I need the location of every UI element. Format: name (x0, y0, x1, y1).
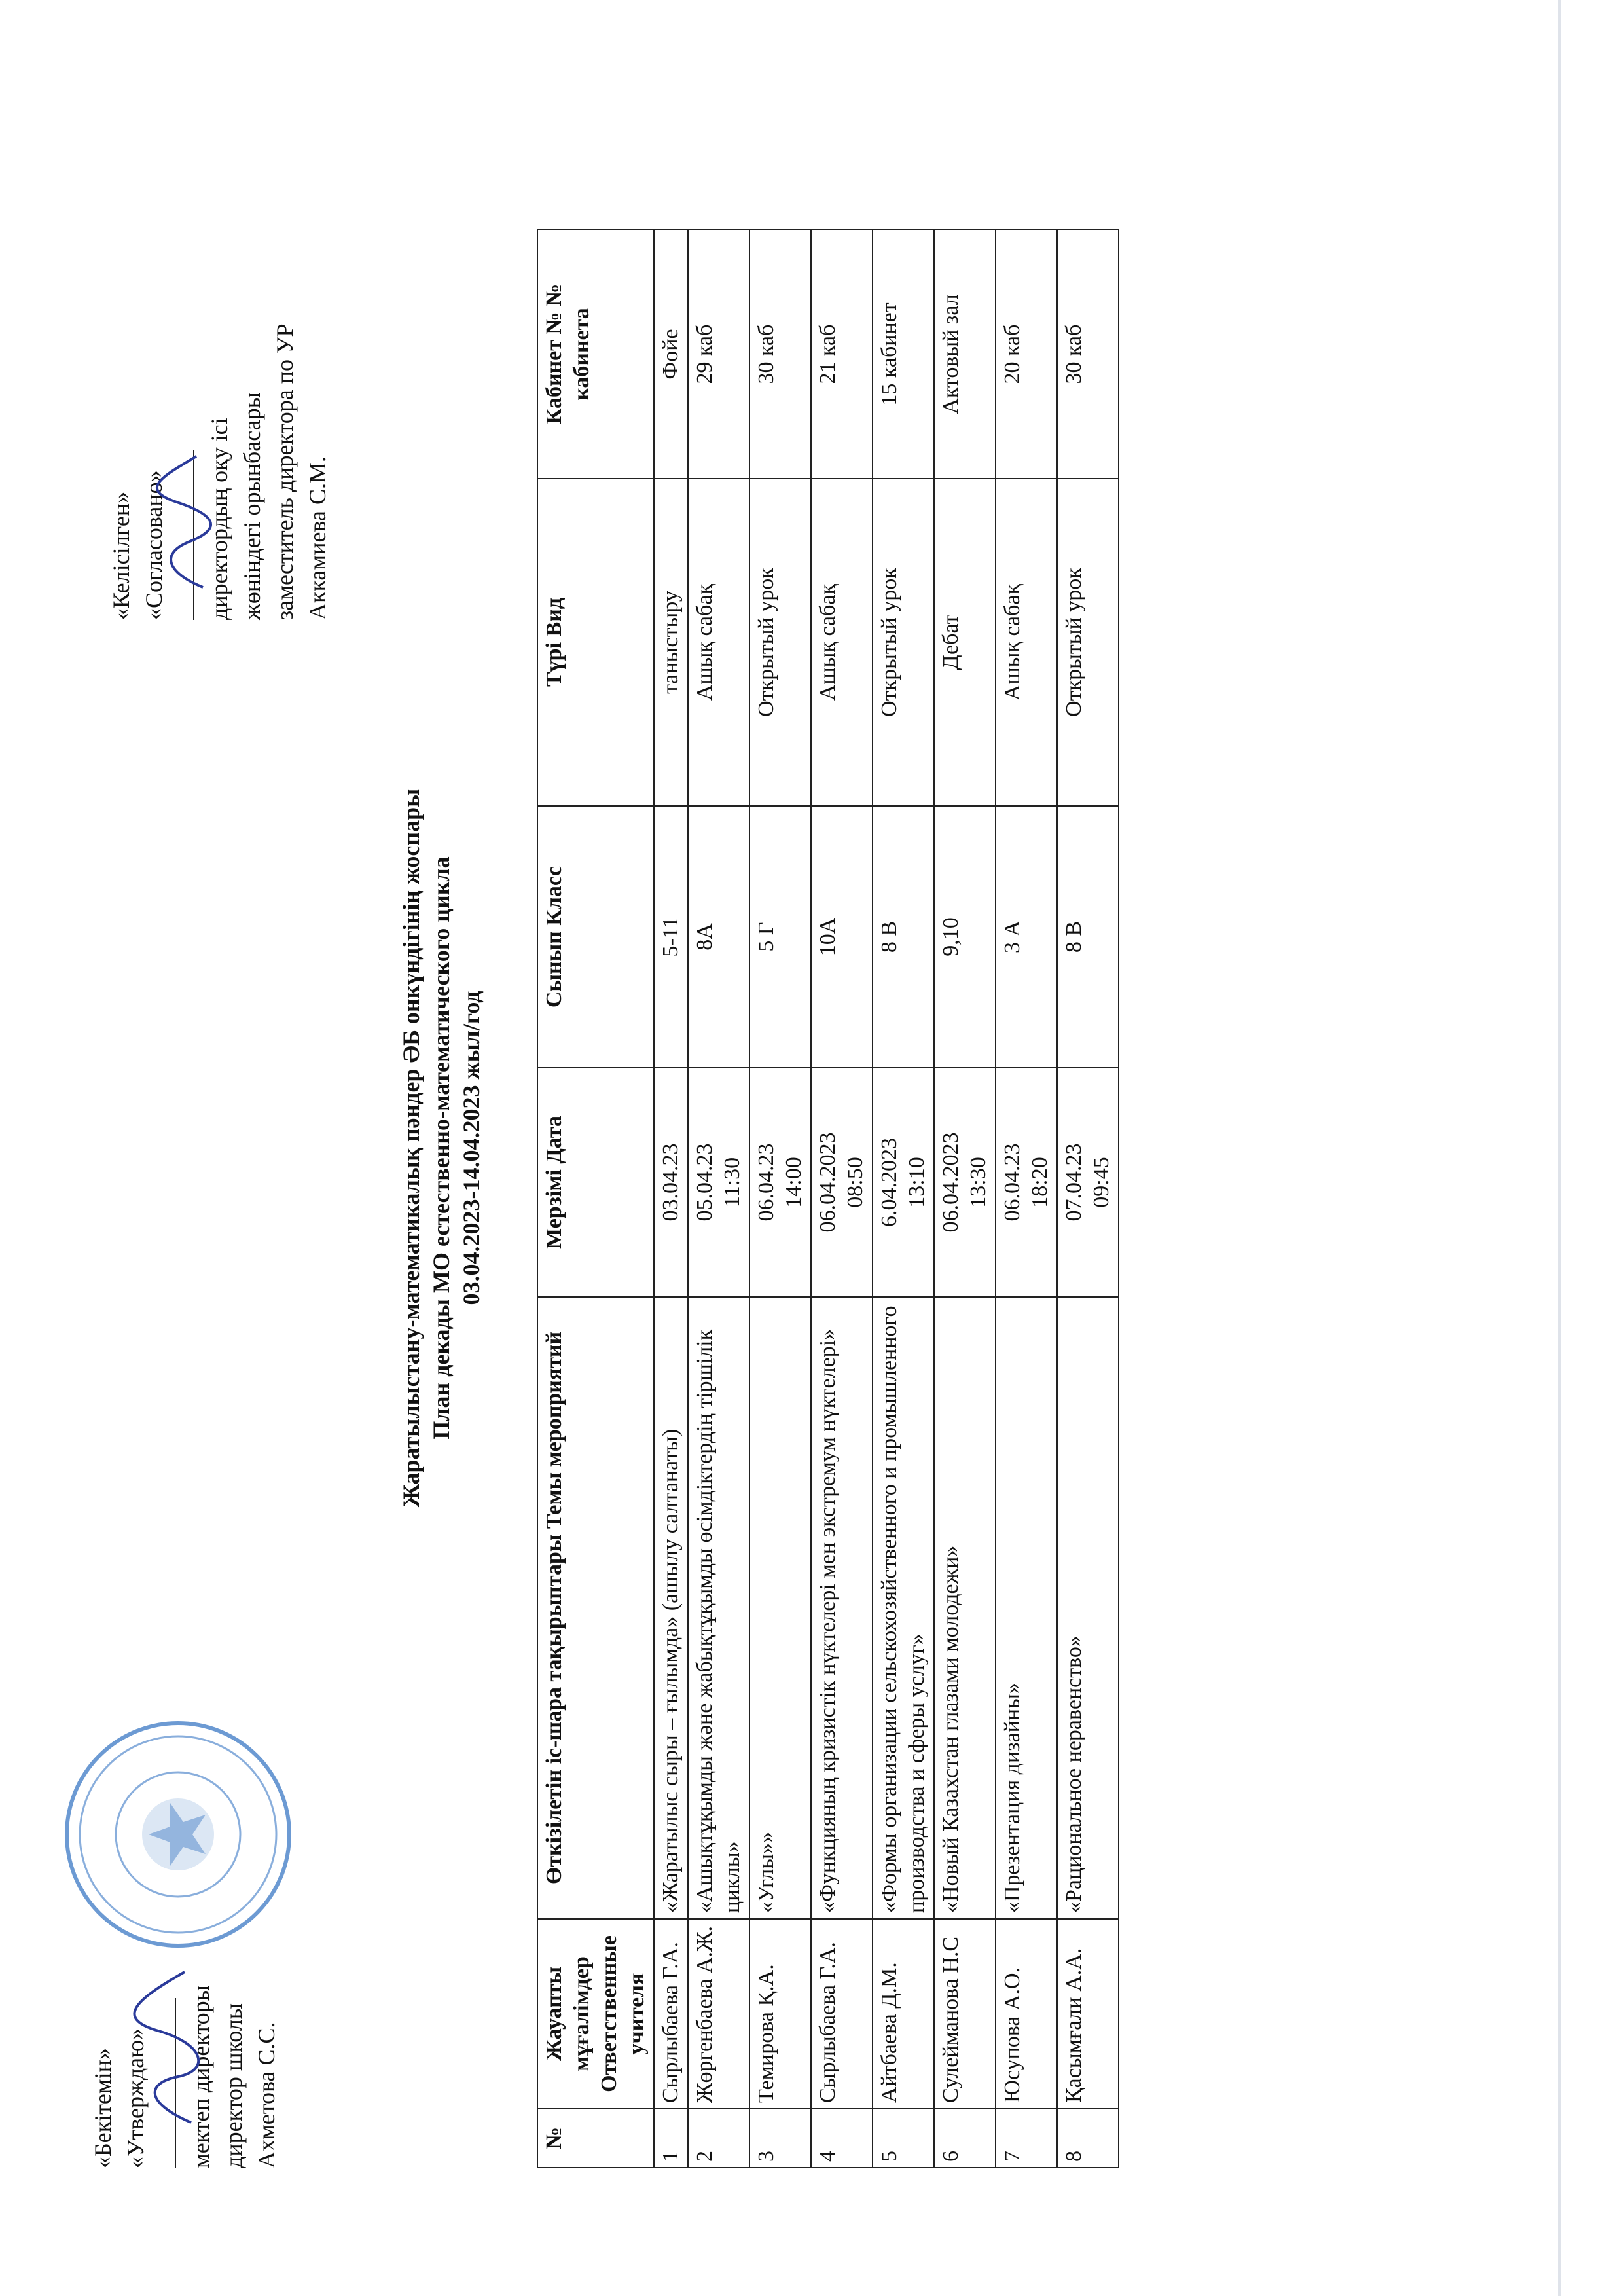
cell-topic: «Рациональное неравенство» (1057, 1297, 1119, 1919)
approval-right-line4: жөніндегі орынбасары (239, 392, 265, 620)
director-signature (132, 1959, 211, 2129)
table-header-row (537, 230, 654, 2168)
cell-room: 29 каб (688, 230, 749, 479)
cell-date: 6.04.2023 13:10 (873, 1068, 934, 1297)
approval-right-line5: заместитель директора по УР (272, 323, 298, 620)
approval-block-right (105, 323, 334, 620)
cell-class: 5-11 (654, 806, 688, 1068)
cell-topic: «Формы организации сельскохозяйственного и промышленного производства и сферы услуг» (873, 1297, 934, 1919)
cell-type: Дебат (934, 479, 996, 806)
title-ru: План декады МО естественно-математического цикла (428, 856, 454, 1440)
header-topic: Өткізілетін іс-шара тақырыптары Темы мероприятий (537, 1297, 654, 1919)
cell-date: 06.04.23 18:20 (996, 1068, 1057, 1297)
header-class: Сынып Класс (537, 806, 654, 1068)
header-teacher: Жауапты мұғалімдер Ответственные учителя (537, 1919, 654, 2109)
approval-left-line1: «Бекітемін» (90, 2048, 116, 2168)
cell-date: 06.04.2023 08:50 (811, 1068, 873, 1297)
approval-right-line2: «Согласовано» (141, 470, 167, 620)
cell-class: 3 А (996, 806, 1057, 1068)
cell-room: 20 каб (996, 230, 1057, 479)
cell-type: Открытый урок (1057, 479, 1119, 806)
cell-num: 2 (688, 2109, 749, 2168)
cell-type: Ашық сабақ (811, 479, 873, 806)
cell-num: 3 (749, 2109, 811, 2168)
cell-type: Ашық сабақ (688, 479, 749, 806)
cell-date: 07.04.23 09:45 (1057, 1068, 1119, 1297)
header-room: Кабинет № № кабинета (537, 230, 654, 479)
cell-type: Ашық сабақ (996, 479, 1057, 806)
table-row (688, 230, 749, 2168)
cell-room: Фойе (654, 230, 688, 479)
cell-topic: «Углы»» (749, 1297, 811, 1919)
table-row (811, 230, 873, 2168)
cell-class: 8 В (873, 806, 934, 1068)
cell-num: 7 (996, 2109, 1057, 2168)
cell-class: 9,10 (934, 806, 996, 1068)
cell-teacher: Юсупова А.О. (996, 1919, 1057, 2109)
cell-topic: «Новый Казахстан глазами молодежи» (934, 1297, 996, 1919)
scan-edge-line (1558, 0, 1561, 2296)
cell-teacher: Айтбаева Д.М. (873, 1919, 934, 2109)
cell-topic: «Ашықтұқымды және жабықтұқымды өсімдіктердің тіршілік циклы» (688, 1297, 749, 1919)
table-row (654, 230, 688, 2168)
cell-date: 03.04.23 (654, 1068, 688, 1297)
cell-date: 06.04.2023 13:30 (934, 1068, 996, 1297)
cell-class: 10А (811, 806, 873, 1068)
cell-date: 06.04.23 14:00 (749, 1068, 811, 1297)
cell-teacher: Темирова Қ.А. (749, 1919, 811, 2109)
events-plan-table (537, 229, 1119, 2168)
cell-num: 6 (934, 2109, 996, 2168)
table-row (1057, 230, 1119, 2168)
cell-room: 15 кабинет (873, 230, 934, 479)
cell-topic: «Функцияның кризистік нүктелері мен экстремум нүктелері» (811, 1297, 873, 1919)
cell-class: 8А (688, 806, 749, 1068)
header-num: № (537, 2109, 654, 2168)
cell-class: 5 Г (749, 806, 811, 1068)
table-row (996, 230, 1057, 2168)
cell-room: 21 каб (811, 230, 873, 479)
cell-type: Открытый урок (873, 479, 934, 806)
cell-teacher: Сырлыбаева Г.А. (811, 1919, 873, 2109)
cell-num: 8 (1057, 2109, 1119, 2168)
cell-room: Актовый зал (934, 230, 996, 479)
cell-date: 05.04.23 11:30 (688, 1068, 749, 1297)
title-kz: Жаратылыстану-математикалық пәндер ӘБ онкүндігінің жоспары (398, 788, 424, 1508)
cell-num: 4 (811, 2109, 873, 2168)
approval-right-line3: директордың оқу ісі (206, 418, 232, 620)
approval-right-line1: «Келісілген» (108, 491, 134, 620)
cell-topic: «Жаратылыс сыры – ғылымда» (ашылу салтанаты) (654, 1297, 688, 1919)
document-title (396, 0, 486, 2296)
cell-room: 30 каб (1057, 230, 1119, 479)
cell-room: 30 каб (749, 230, 811, 479)
title-dates: 03.04.2023-14.04.2023 жыл/год (458, 991, 484, 1305)
header-date: Мерзімі Дата (537, 1068, 654, 1297)
cell-teacher: Қасымғали А.А. (1057, 1919, 1119, 2109)
cell-topic: «Презентация дизайны» (996, 1297, 1057, 1919)
approval-left-line4: директор школы (221, 2003, 247, 2168)
cell-type: Открытый урок (749, 479, 811, 806)
cell-num: 5 (873, 2109, 934, 2168)
cell-type: таныстыру (654, 479, 688, 806)
deputy-signature (151, 450, 223, 594)
table-row (749, 230, 811, 2168)
cell-teacher: Сулейманова Н.С (934, 1919, 996, 2109)
approval-right-line6: Аккамиева С.М. (304, 456, 331, 620)
school-seal-stamp (60, 1717, 296, 1952)
table-row (934, 230, 996, 2168)
approval-left-line5: Ахметова С.С. (253, 2022, 280, 2168)
approval-left-line3: мектеп директоры (188, 1985, 214, 2168)
cell-teacher: Жөргенбаева А.Ж. (688, 1919, 749, 2109)
table-row (873, 230, 934, 2168)
header-type: Түрі Вид (537, 479, 654, 806)
approval-block-left (86, 1985, 283, 2168)
cell-class: 8 В (1057, 806, 1119, 1068)
cell-teacher: Сырлыбаева Г.А. (654, 1919, 688, 2109)
approval-left-line2: «Утверждаю» (122, 2028, 149, 2168)
cell-num: 1 (654, 2109, 688, 2168)
